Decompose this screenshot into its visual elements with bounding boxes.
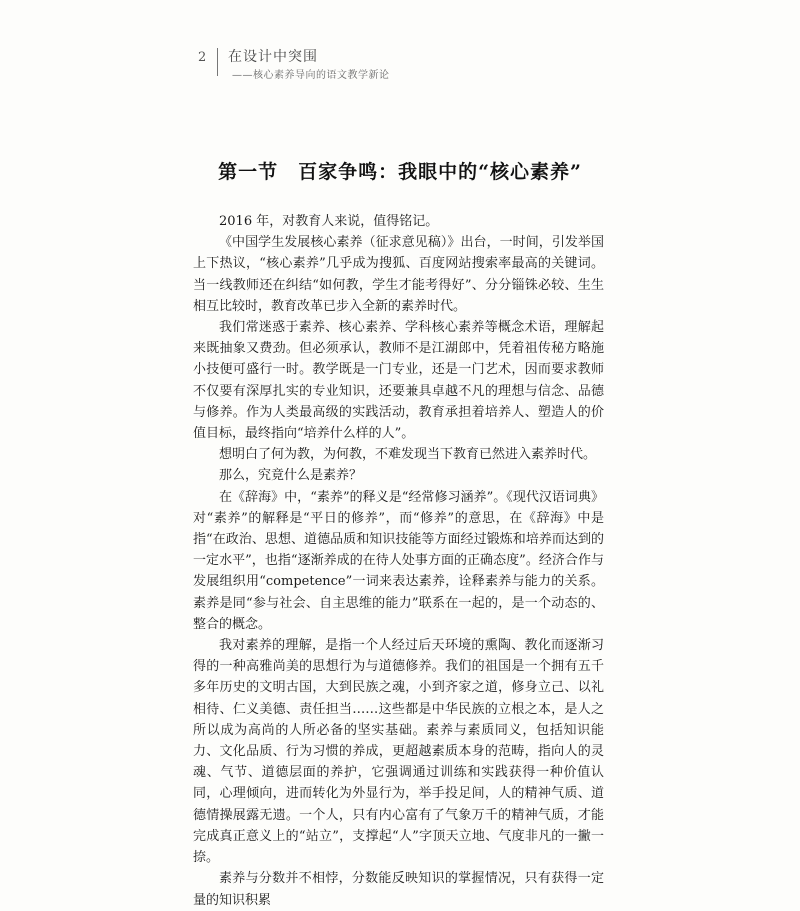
section-title: 第一节 百家争鸣：我眼中的“核心素养” [218,161,582,183]
paragraph: 那么，究竟什么是素养？ [219,468,363,484]
paragraph: 《中国学生发展核心素养（征求意见稿）》出台，一时间，引发举国上下热议，“核心素养”几乎成为搜狐、百度网站搜索率最高的关键词。当一线教师还在纠结“如何教，学生才能考得好”、分分锱铢必较、生生相互比较时，教育改革已步入全新的素养时代。 [193,235,604,314]
paragraph: 我对素养的理解，是指一个人经过后天环境的熏陶、教化而逐渐习得的一种高雅尚美的思想行为与道德修养。我们的祖国是一个拥有五千多年历史的文明古国，大到民族之魂，小到齐家之道，修身立己、以礼相待、仁义美德、责任担当……这些都是中华民族的立根之本，是人之所以成为高尚的人所必备的坚实基础。素养与素质同义，包括知识能力、文化品质、行为习惯的养成，更超越素质本身的范畴，指向人的灵魂、气节、道德层面的养护，它强调通过训练和实践获得一种价值认同，心理倾向，进而转化为外显行为，举手投足间，人的精神气质、道德情操展露无遗。一个人，只有内心富有了气象万千的精神气质，才能完成真正意义上的“站立”，支撑起“人”字顶天立地、气度非凡的一撇一捺。 [193,638,604,866]
header-divider [217,48,218,76]
paragraph: 我们常迷惑于素养、核心素养、学科核心素养等概念术语，理解起来既抽象又费劲。但必须承认，教师不是江湖郎中，凭着祖传秘方略施小技便可盛行一时。教学既是一门专业，还是一门艺术，因而要求教师不仅要有深厚扎实的专业知识，还要兼具卓越不凡的理想与信念、品德与修养。作为人类最高级的实践活动，教育承担着培养人、塑造人的价值目标，最终指向“培养什么样的人”。 [193,320,604,442]
page-number: 2 [198,50,207,65]
running-header-title: 在设计中突围 [228,49,318,65]
running-header-subtitle: ——核心素养导向的语文教学新论 [232,70,390,81]
paragraph: 在《辞海》中，“素养”的释义是“经常修习涵养”。《现代汉语词典》对“素养”的解释是“平日的修养”，而“修养”的意思，在《辞海》中是指“在政治、思想、道德品质和知识技能等方面经过锻炼和培养而达到的一定水平”，也指“逐渐养成的在待人处事方面的正确态度”。经济合作与发展组织用“competence”一词来表达素养，诠释素养与能力的关系。素养是同“参与社会、自主思维的能力”联系在一起的，是一个动态的、整合的概念。 [193,489,604,632]
body-text [193,211,604,911]
paragraph: 2016 年，对教育人来说，值得铭记。 [219,214,439,229]
paragraph: 想明白了何为教，为何教，不难发现当下教育已然进入素养时代。 [219,447,597,463]
paragraph: 素养与分数并不相悖，分数能反映知识的掌握情况，只有获得一定量的知识积累 [193,871,604,908]
